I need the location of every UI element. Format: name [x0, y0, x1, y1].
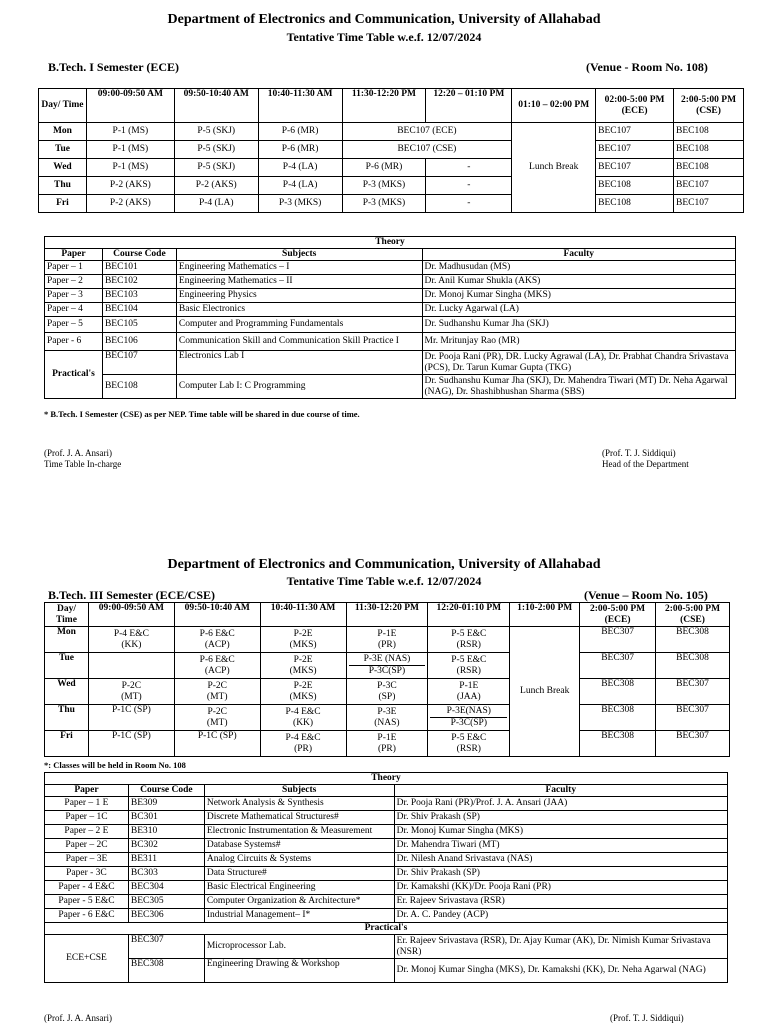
course: P-2C — [207, 706, 227, 717]
course: P-6 E&C — [199, 654, 235, 665]
code-cell: BEC108 — [102, 375, 176, 399]
table-row — [45, 867, 728, 881]
header-slot: 09:50-10:40 AM — [174, 89, 258, 123]
table-row — [45, 811, 728, 825]
class-cell — [346, 679, 428, 705]
class-cell — [428, 653, 510, 679]
class-cell: P-3 (MKS) — [342, 195, 426, 213]
class-cell: P-5 (SKJ) — [174, 141, 258, 159]
table-row — [39, 159, 744, 177]
class-cell — [428, 705, 510, 731]
teacher: (MKS) — [289, 691, 317, 702]
table-row — [45, 261, 736, 275]
semester-label-sem1: B.Tech. I Semester (ECE) — [48, 60, 179, 74]
table-row — [45, 333, 736, 351]
course: P-2C — [121, 680, 142, 691]
col-header: Paper — [45, 249, 103, 261]
class-cell: P-4 (LA) — [258, 159, 342, 177]
class-cell — [88, 679, 174, 705]
teacher: (JAA) — [456, 691, 481, 702]
lab-cell: BEC108 — [674, 159, 744, 177]
table-row — [45, 909, 728, 923]
table-row — [45, 881, 728, 895]
teacher: (KK) — [121, 639, 142, 650]
table-row — [45, 959, 728, 983]
lab-cell: BEC107 — [596, 123, 674, 141]
faculty-cell: Dr. Madhusudan (MS) — [422, 261, 736, 275]
lab-cell: BEC308 — [580, 679, 656, 705]
header-slot: 02:00-5:00 PM (ECE) — [596, 89, 674, 123]
code-cell: BEC308 — [128, 959, 204, 983]
paper-cell: Paper - 4 E&C — [45, 881, 129, 895]
class-cell — [260, 731, 346, 757]
code-cell: BC303 — [128, 867, 204, 881]
header-slot: 12:20 – 01:10 PM — [426, 89, 512, 123]
teacher: (MKS) — [289, 639, 317, 650]
code-cell: BEC101 — [102, 261, 176, 275]
subject-cell: Computer Lab I: C Programming — [176, 375, 422, 399]
header-slot: 11:30-12:20 PM — [342, 89, 426, 123]
course: P-1C (SP) — [111, 705, 151, 715]
faculty-cell: Dr. Sudhanshu Kumar Jha (SKJ), Dr. Mahendra Tiwari (MT) Dr. Neha Agarwal (NAG), Dr. Shashibhushan Sharma (SBS) — [422, 375, 736, 399]
venue-label-sem1: (Venue - Room No. 108) — [586, 60, 708, 74]
table-row — [45, 653, 730, 679]
footnote-sem3: *: Classes will be held in Room No. 108 — [44, 760, 186, 770]
table-row — [45, 375, 736, 399]
lab-cell: BEC108 — [674, 141, 744, 159]
timetable-sem3 — [44, 602, 730, 757]
code-cell: BE311 — [128, 853, 204, 867]
course: P-1E — [377, 732, 397, 743]
class-cell: P-2 (AKS) — [174, 177, 258, 195]
subject-cell: Database Systems# — [204, 839, 394, 853]
faculty-cell: Er. Rajeev Srivastava (RSR), Dr. Ajay Kumar (AK), Dr. Nimish Kumar Srivastava (NSR) — [394, 935, 727, 959]
teacher: (PR) — [377, 743, 396, 754]
code-cell: BEC307 — [128, 935, 204, 959]
subject-cell: Data Structure# — [204, 867, 394, 881]
paper-cell: Paper – 3E — [45, 853, 129, 867]
class-cell: P-4 (LA) — [174, 195, 258, 213]
subject-cell: Engineering Mathematics – II — [176, 275, 422, 289]
table-row — [45, 303, 736, 317]
class-cell — [260, 653, 346, 679]
day-cell: Mon — [39, 123, 87, 141]
lunch-break-cell: Lunch Break — [512, 123, 596, 213]
header-slot: 12:20-01:10 PM — [428, 603, 510, 627]
teacher: (PR) — [377, 639, 396, 650]
class-cell — [174, 679, 260, 705]
table-row — [45, 731, 730, 757]
signature-left-sem3: (Prof. J. A. Ansari) — [44, 1013, 112, 1023]
course: P-4 E&C — [285, 706, 321, 717]
signature-right-sem1 — [602, 448, 689, 470]
signature-right-sem3: (Prof. T. J. Siddiqui) — [610, 1013, 684, 1023]
table-row — [45, 935, 728, 959]
lab-cell: BEC107 — [674, 195, 744, 213]
code-cell: BEC103 — [102, 289, 176, 303]
practicals-label: Practical's — [45, 351, 103, 399]
col-header: Subjects — [204, 785, 394, 797]
table-row — [45, 275, 736, 289]
course: P-4 E&C — [285, 732, 321, 743]
code-cell: BEC306 — [128, 909, 204, 923]
class-cell: P-1 (MS) — [86, 159, 174, 177]
header-daytime: Day/ Time — [45, 603, 89, 627]
class-cell — [346, 653, 428, 679]
subject-cell: Discrete Mathematical Structures# — [204, 811, 394, 825]
class-cell — [88, 705, 174, 731]
header-slot: 10:40-11:30 AM — [260, 603, 346, 627]
paper-cell: Paper – 2 E — [45, 825, 129, 839]
table-row — [39, 195, 744, 213]
paper-cell: Paper - 6 E&C — [45, 909, 129, 923]
class-cell: P-3 (MKS) — [342, 177, 426, 195]
paper-cell: Paper – 2 — [45, 275, 103, 289]
class-cell — [88, 731, 174, 757]
lab-cell: BEC308 — [580, 705, 656, 731]
teacher: (RSR) — [456, 665, 481, 676]
class-cell — [88, 653, 174, 679]
class-cell: P-4 (LA) — [258, 177, 342, 195]
table-row — [39, 123, 744, 141]
faculty-cell: Dr. Monoj Kumar Singha (MKS), Dr. Kamakshi (KK), Dr. Neha Agarwal (NAG) — [394, 959, 727, 983]
faculty-cell: Dr. Shiv Prakash (SP) — [394, 867, 727, 881]
faculty-cell: Dr. Shiv Prakash (SP) — [394, 811, 727, 825]
faculty-cell: Dr. Lucky Agarwal (LA) — [422, 303, 736, 317]
table-row — [39, 177, 744, 195]
subject-cell: Microprocessor Lab. — [204, 935, 394, 959]
header-slot: 2:00-5:00 PM (CSE) — [656, 603, 730, 627]
class-cell — [346, 705, 428, 731]
class-cell — [346, 731, 428, 757]
subtitle-sem1: Tentative Time Table w.e.f. 12/07/2024 — [286, 30, 482, 44]
subject-cell: Network Analysis & Synthesis — [204, 797, 394, 811]
code-cell: BEC106 — [102, 333, 176, 351]
lab-cell: BEC108 — [596, 177, 674, 195]
code-cell: BEC305 — [128, 895, 204, 909]
lab-cell: BEC107 — [674, 177, 744, 195]
day-cell: Fri — [39, 195, 87, 213]
dept-title-sem1: Department of Electronics and Communication, University of Allahabad — [167, 12, 601, 27]
class-cell — [88, 627, 174, 653]
class-cell: P-6 (MR) — [342, 159, 426, 177]
signatory-name: (Prof. T. J. Siddiqui) — [602, 448, 676, 458]
header-slot: 10:40-11:30 AM — [258, 89, 342, 123]
class-cell — [260, 679, 346, 705]
practicals-title: Practical's — [45, 923, 728, 935]
venue-label-sem3: (Venue – Room No. 105) — [584, 588, 708, 602]
code-cell: BEC102 — [102, 275, 176, 289]
col-header: Faculty — [394, 785, 727, 797]
subject-cell: Electronic Instrumentation & Measurement — [204, 825, 394, 839]
paper-cell: Paper – 3 — [45, 289, 103, 303]
table-row — [45, 853, 728, 867]
teacher: (ACP) — [204, 665, 230, 676]
class-cell: BEC107 (ECE) — [342, 123, 512, 141]
header-slot: 11:30-12:20 PM — [346, 603, 428, 627]
subject-cell: Engineering Physics — [176, 289, 422, 303]
table-row — [45, 679, 730, 705]
code-cell: BEC104 — [102, 303, 176, 317]
paper-cell: Paper – 1 E — [45, 797, 129, 811]
subject-cell: Engineering Mathematics – I — [176, 261, 422, 275]
paper-cell: Paper - 6 — [45, 333, 103, 351]
signatory-role: Head of the Department — [602, 459, 689, 469]
code-cell: BC302 — [128, 839, 204, 853]
subject-cell: Communication Skill and Communication Skill Practice I — [176, 333, 422, 351]
class-cell: P-3 (MKS) — [258, 195, 342, 213]
class-cell — [174, 705, 260, 731]
lab-cell: BEC108 — [596, 195, 674, 213]
code-cell: BE310 — [128, 825, 204, 839]
course: P-4 E&C — [113, 628, 149, 639]
table-row — [45, 705, 730, 731]
subject-cell: Basic Electronics — [176, 303, 422, 317]
course: P-3E — [377, 706, 397, 717]
course: P-1C (SP) — [197, 731, 237, 741]
signatory-role: Time Table In-charge — [44, 459, 122, 469]
col-header: Subjects — [176, 249, 422, 261]
day-cell: Tue — [45, 653, 89, 679]
class-cell — [260, 705, 346, 731]
teacher: (ACP) — [204, 639, 230, 650]
theory-title: Theory — [45, 237, 736, 249]
table-row — [45, 317, 736, 333]
faculty-cell: Dr. Pooja Rani (PR)/Prof. J. A. Ansari (JAA) — [394, 797, 727, 811]
subject-cell: Basic Electrical Engineering — [204, 881, 394, 895]
faculty-cell: Dr. Mahendra Tiwari (MT) — [394, 839, 727, 853]
course: P-2E — [293, 654, 313, 665]
footnote-sem1: * B.Tech. I Semester (CSE) as per NEP. Time table will be shared in due course of time. — [44, 409, 360, 419]
course: P-5 E&C — [451, 654, 487, 665]
lab-cell: BEC308 — [656, 627, 730, 653]
faculty-cell: Dr. Pooja Rani (PR), DR. Lucky Agrawal (LA), Dr. Prabhat Chandra Srivastava (PCS), Dr. Tarun Kumar Gupta (TKG) — [422, 351, 736, 375]
header-slot: 2:00-5:00 PM (CSE) — [674, 89, 744, 123]
teacher: (MT) — [206, 691, 228, 702]
day-cell: Thu — [39, 177, 87, 195]
day-cell: Wed — [39, 159, 87, 177]
paper-cell: Paper – 1C — [45, 811, 129, 825]
header-slot: 09:50-10:40 AM — [174, 603, 260, 627]
course: P-3E (NAS) — [349, 654, 426, 666]
table-row — [45, 289, 736, 303]
header-slot: 1:10-2:00 PM — [510, 603, 580, 627]
course: P-1E — [459, 680, 479, 691]
code-cell: BEC304 — [128, 881, 204, 895]
teacher: (RSR) — [456, 639, 481, 650]
lab-cell: BEC308 — [580, 731, 656, 757]
class-cell — [428, 679, 510, 705]
paper-cell: Paper – 5 — [45, 317, 103, 333]
lab-cell: BEC107 — [596, 159, 674, 177]
code-cell: BE309 — [128, 797, 204, 811]
class-cell — [346, 627, 428, 653]
theory-title: Theory — [45, 773, 728, 785]
table-row — [45, 351, 736, 375]
teacher: (NAS) — [374, 717, 400, 728]
signatory-name: (Prof. J. A. Ansari) — [44, 448, 112, 458]
class-cell: P-5 (SKJ) — [174, 159, 258, 177]
course: P-2E — [293, 628, 313, 639]
col-header: Faculty — [422, 249, 736, 261]
course: P-1C (SP) — [111, 731, 151, 741]
paper-cell: Paper – 1 — [45, 261, 103, 275]
class-cell — [428, 731, 510, 757]
lab-cell: BEC307 — [656, 705, 730, 731]
faculty-cell: Dr. Anil Kumar Shukla (AKS) — [422, 275, 736, 289]
teacher: (MKS) — [289, 665, 317, 676]
faculty-cell: Dr. Sudhanshu Kumar Jha (SKJ) — [422, 317, 736, 333]
teacher: (KK) — [293, 717, 314, 728]
table-row — [45, 825, 728, 839]
header-daytime: Day/ Time — [39, 89, 87, 123]
faculty-cell: Dr. Kamakshi (KK)/Dr. Pooja Rani (PR) — [394, 881, 727, 895]
lab-cell: BEC307 — [656, 679, 730, 705]
class-cell — [174, 731, 260, 757]
course: P-5 E&C — [451, 628, 487, 639]
course: P-5 E&C — [451, 732, 487, 743]
theory-table-sem1 — [44, 236, 736, 399]
teacher: (RSR) — [456, 743, 481, 754]
class-cell: P-6 (MR) — [258, 123, 342, 141]
class-cell: - — [426, 159, 512, 177]
col-header: Paper — [45, 785, 129, 797]
table-row — [39, 141, 744, 159]
col-header: Course Code — [102, 249, 176, 261]
lab-cell: BEC307 — [656, 731, 730, 757]
col-header: Course Code — [128, 785, 204, 797]
day-cell: Thu — [45, 705, 89, 731]
subject-cell: Electronics Lab I — [176, 351, 422, 375]
class-cell — [174, 627, 260, 653]
teacher: (MT) — [121, 691, 142, 702]
class-cell — [428, 627, 510, 653]
code-cell: BEC107 — [102, 351, 176, 375]
teacher: (PR) — [294, 743, 313, 754]
subject-cell: Engineering Drawing & Workshop — [204, 959, 394, 983]
code-cell: BC301 — [128, 811, 204, 825]
header-slot: 2:00-5:00 PM (ECE) — [580, 603, 656, 627]
class-cell: P-5 (SKJ) — [174, 123, 258, 141]
paper-cell: Paper – 4 — [45, 303, 103, 317]
course: P-2C — [207, 680, 227, 691]
class-cell: - — [426, 177, 512, 195]
paper-cell: Paper - 5 E&C — [45, 895, 129, 909]
header-slot: 01:10 – 02:00 PM — [512, 89, 596, 123]
semester-label-sem3: B.Tech. III Semester (ECE/CSE) — [48, 588, 216, 602]
dept-title-sem3: Department of Electronics and Communication, University of Allahabad — [167, 557, 601, 572]
lab-cell: BEC108 — [674, 123, 744, 141]
teacher: (SP) — [378, 691, 396, 702]
timetable-sem1 — [38, 88, 744, 213]
faculty-cell: Er. Rajeev Srivastava (RSR) — [394, 895, 727, 909]
paper-cell: Paper - 3C — [45, 867, 129, 881]
course: P-1E — [377, 628, 397, 639]
table-row — [45, 627, 730, 653]
header-slot: 09:00-09:50 AM — [86, 89, 174, 123]
day-cell: Wed — [45, 679, 89, 705]
faculty-cell: Dr. Monoj Kumar Singha (MKS) — [394, 825, 727, 839]
class-cell: - — [426, 195, 512, 213]
faculty-cell: Dr. Nilesh Anand Srivastava (NAS) — [394, 853, 727, 867]
lunch-break-cell: Lunch Break — [510, 627, 580, 757]
lab-cell: BEC307 — [580, 627, 656, 653]
class-cell: P-2 (AKS) — [86, 177, 174, 195]
faculty-cell: Dr. A. C. Pandey (ACP) — [394, 909, 727, 923]
lab-cell: BEC307 — [580, 653, 656, 679]
teacher: P-3C(SP) — [450, 718, 488, 728]
class-cell: BEC107 (CSE) — [342, 141, 512, 159]
subject-cell: Computer Organization & Architecture* — [204, 895, 394, 909]
subject-cell: Analog Circuits & Systems — [204, 853, 394, 867]
teacher: P-3C(SP) — [368, 666, 406, 676]
class-cell — [260, 627, 346, 653]
class-cell: P-2 (AKS) — [86, 195, 174, 213]
table-row — [45, 839, 728, 853]
class-cell — [174, 653, 260, 679]
subtitle-sem3: Tentative Time Table w.e.f. 12/07/2024 — [286, 574, 482, 588]
table-row — [45, 797, 728, 811]
header-slot: 09:00-09:50 AM — [88, 603, 174, 627]
faculty-cell: Dr. Monoj Kumar Singha (MKS) — [422, 289, 736, 303]
theory-table-sem3 — [44, 772, 728, 983]
lab-cell: BEC308 — [656, 653, 730, 679]
course: P-2E — [293, 680, 313, 691]
faculty-cell: Mr. Mritunjay Rao (MR) — [422, 333, 736, 351]
class-cell: P-1 (MS) — [86, 123, 174, 141]
subject-cell: Industrial Management– I* — [204, 909, 394, 923]
paper-cell: Paper – 2C — [45, 839, 129, 853]
day-cell: Tue — [39, 141, 87, 159]
day-cell: Mon — [45, 627, 89, 653]
teacher: (MT) — [206, 717, 228, 728]
course: P-3E(NAS) — [430, 706, 507, 718]
course: P-6 E&C — [199, 628, 235, 639]
lab-cell: BEC107 — [596, 141, 674, 159]
subject-cell: Computer and Programming Fundamentals — [176, 317, 422, 333]
table-row — [45, 895, 728, 909]
day-cell: Fri — [45, 731, 89, 757]
class-cell: P-1 (MS) — [86, 141, 174, 159]
code-cell: BEC105 — [102, 317, 176, 333]
practical-group-cell: ECE+CSE — [45, 935, 129, 983]
course: P-3C — [377, 680, 397, 691]
class-cell: P-6 (MR) — [258, 141, 342, 159]
signature-left-sem1 — [44, 448, 121, 470]
